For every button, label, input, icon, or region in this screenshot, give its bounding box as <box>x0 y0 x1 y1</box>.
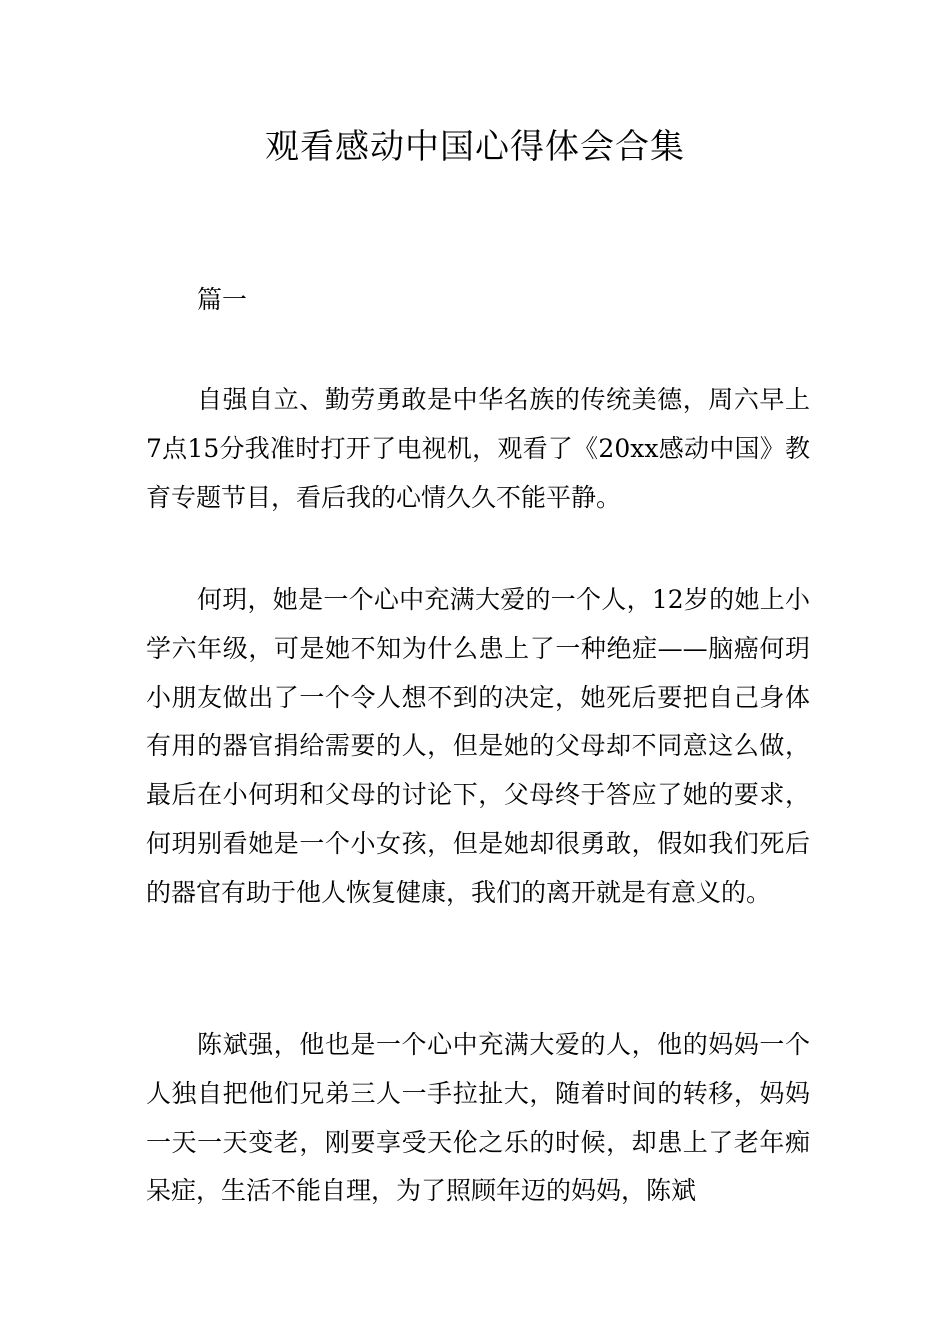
paragraph-1: 自强自立、勤劳勇敢是中华名族的传统美德，周六早上7点15分我准时打开了电视机，观看了《20xx感动中国》教育专题节目，看后我的心情久久不能平静。 <box>146 385 810 512</box>
document-title: 观看感动中国心得体会合集 <box>265 127 685 167</box>
paragraph-2: 何玥，她是一个心中充满大爱的一个人，12岁的她上小学六年级，可是她不知为什么患上了一种绝症——脑癌何玥小朋友做出了一个令人想不到的决定，她死后要把自己身体有用的器官捐给需要的人，但是她的父母却不同意这么做，最后在小何玥和父母的讨论下，父母终于答应了她的要求，何玥别看她是一个小女孩，但是她却很勇敢，假如我们死后的器官有助于他人恢复健康，我们的离开就是有意义的。 <box>146 585 810 907</box>
section-label: 篇一 <box>197 285 248 314</box>
paragraph-3: 陈斌强，他也是一个心中充满大爱的人，他的妈妈一个人独自把他们兄弟三人一手拉扯大，随着时间的转移，妈妈一天一天变老，刚要享受天伦之乐的时候，却患上了老年痴呆症，生活不能自理，为了照顾年迈的妈妈，陈斌 <box>146 1030 810 1206</box>
